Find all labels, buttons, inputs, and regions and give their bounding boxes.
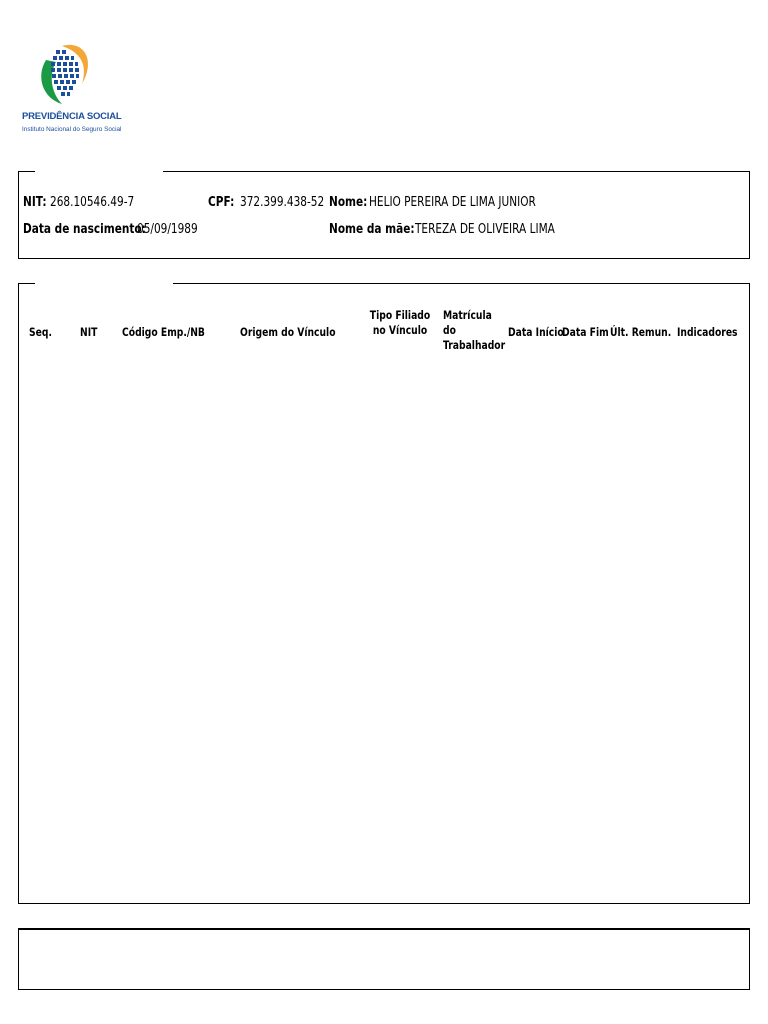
mae-value: TEREZA DE OLIVEIRA LIMA	[415, 221, 555, 237]
records-table	[18, 283, 750, 904]
logo-title: PREVIDÊNCIA SOCIAL	[22, 111, 122, 122]
column-header-tipo-filiado: Tipo Filiado no Vínculo	[369, 308, 431, 337]
column-header-seq: Seq.	[29, 325, 52, 339]
logo-emblem-icon	[32, 40, 100, 110]
column-header-nit: NIT	[80, 325, 98, 339]
box-title-gap	[35, 282, 173, 286]
column-header-origem-vinculo: Origem do Vínculo	[240, 325, 336, 339]
cpf-label: CPF:	[208, 194, 235, 210]
cpf-value: 372.399.438-52	[240, 194, 325, 210]
column-header-matricula: Matrícula do Trabalhador	[443, 308, 506, 352]
logo-subtitle: Instituto Nacional do Seguro Social	[22, 126, 122, 133]
nascimento-label: Data de nascimento:	[23, 221, 146, 237]
nit-value: 268.10546.49-7	[50, 194, 135, 210]
column-header-ult-remun: Últ. Remun.	[610, 325, 672, 339]
mae-label: Nome da mãe:	[329, 221, 415, 237]
column-header-codigo-emp: Código Emp./NB	[122, 325, 205, 339]
footer-box	[18, 928, 750, 990]
previdencia-logo	[20, 40, 122, 140]
identity-box	[18, 171, 750, 259]
column-header-data-inicio: Data Início	[508, 325, 564, 339]
nome-label: Nome:	[329, 194, 368, 210]
nit-label: NIT:	[23, 194, 47, 210]
column-header-data-fim: Data Fim	[562, 325, 609, 339]
column-header-indicadores: Indicadores	[677, 325, 738, 339]
nascimento-value: 05/09/1989	[137, 221, 198, 237]
nome-value: HELIO PEREIRA DE LIMA JUNIOR	[369, 194, 536, 210]
box-title-gap	[35, 170, 163, 174]
